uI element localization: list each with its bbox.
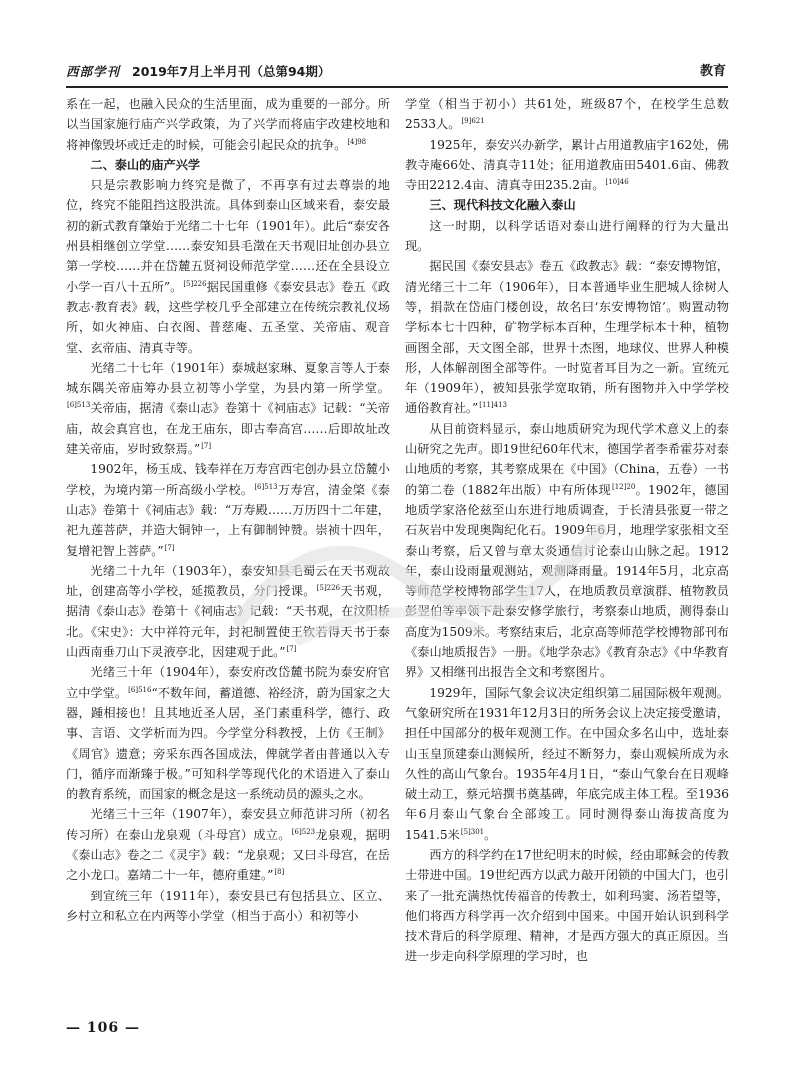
paragraph (66, 886, 390, 927)
page-number: — 106 — (66, 1020, 140, 1036)
paragraph-text: 1925年，泰安兴办新学，累计占用道教庙宇162处，佛教寺庵66处、清真寺11处；征用道教庙田5401.6亩、佛教寺田2212.4亩、清真寺田235.2亩。 (405, 137, 729, 193)
paragraph (405, 216, 729, 257)
paragraph-text: 西方的科学约在17世纪明末的时候，经由耶稣会的传教士带进中国。19世纪西方以武力敲开闭锁的中国大门，也引来了一批充满热忱传福音的传教士，如利玛窦、汤若望等，他们将西方科学再一次介绍到中国来。中国开始认识到科学技术背后的科学原理、精神，才是西方强大的真正原因。当进一步走向科学原理的学习时，也 (405, 847, 729, 964)
section-heading: 三、现代科技文化融入泰山 (429, 198, 576, 213)
citation: [7] (201, 442, 212, 451)
paragraph-text: 据民国重修《泰安县志》卷五《政教志·教育表》载，这些学校几乎全部建立在传统宗教礼仪场所，如火神庙、白衣阁、普慈庵、五圣堂、关帝庙、观音堂、玄帝庙、清真寺等。 (66, 279, 390, 355)
paragraph-text: 光绪三十年（1904年），泰安府改岱麓书院为泰安府官立中学堂。 (66, 665, 390, 700)
paragraph (405, 94, 729, 135)
right-column (405, 94, 729, 994)
paragraph (405, 683, 729, 845)
paragraph-text: 从目前资料显示，泰山地质研究为现代学术意义上的泰山研究之先声。即19世纪60年代末，德国学者李希霍芬对泰山地质的考察，其考察成果在《中国》（China，五卷）一书的第二卷（1882年出版）中有所体现 (405, 421, 729, 497)
paragraph-text: 只是宗教影响力终究是微了，不再享有过去尊崇的地位，终究不能阻挡这股洪流。具体到泰山区域来看，泰安最初的新式教育肇始于光绪二十七年（1901年）。此后“泰安各州县相继创立学堂……泰安知县毛澂在天书观旧址创办县立第一学校……并在岱麓五贤祠设师范学堂……还在全县设立小学一百八十五所”。 (66, 178, 390, 294)
citation: [6]513 (67, 401, 91, 410)
paragraph-text: 。1902年，德国地质学家洛伦兹至山东进行地质调查，于长清县张夏一带之石灰岩中发现奥陶纪化石。1909年6月，地理学家张相文至泰山考察，后又曾与章太炎通信讨论泰山山脉之起。1912年，泰山设雨量观测站，观测降雨量。1914年5月，北京高等师范学校博物部学生17人，在地质教员章演群、植物教员彭翌伯等率领下赴泰安修学旅行，考察泰山地质，测得泰山高度为1509米。考察结束后，北京高等师范学校博物部刊布《泰山地质报告》一册。《地学杂志》《教育杂志》《中华教育界》又相继刊出报告全文和考察图片。 (405, 482, 729, 680)
journal-logo: 西部学刊 (66, 64, 121, 79)
paragraph-text: 1902年，杨玉成、钱奉祥在万寿宫西宅创办县立岱麓小学校，为境内第一所高级小学校。 (66, 462, 390, 497)
paragraph (66, 459, 390, 560)
citation: [7] (286, 645, 297, 654)
citation: [5]226 (183, 279, 207, 288)
paragraph (66, 175, 390, 358)
paragraph-text: 光绪三十三年（1907年），泰安县立师范讲习所（初名传习所）在泰山龙泉观（斗母宫）成立。 (66, 807, 390, 842)
paragraph-text: 天书观，据清《泰山志》卷第十《祠庙志》记载：“天书观，在汶阳桥北。《宋史》：大中祥符元年，封祀制置使王钦若得天书于泰山西南垂刀山下灵液亭北，因建观于此。” (66, 584, 390, 660)
paragraph-text: 系在一起，也融入民众的生活里面，成为重要的一部分。所以当国家施行庙产兴学政策，为了兴学而将庙宇改建校地和将神像毁坏或迁走的时候，可能会引起民众的抗争。 (66, 97, 390, 152)
paragraph-text: 光绪二十七年（1901年）泰城赵家琳、夏象言等人于泰城东隅关帝庙筹办县立初等小学堂，为县内第一所学堂。 (66, 360, 390, 396)
paragraph-text: 万寿宫，清金棨《泰山志》卷第十《祠庙志》载：“万寿殿……万历四十二年建，祀九莲菩萨，并造大铜钟一，上有御制钟赞。崇祯十四年，复增祀智上菩萨。” (66, 482, 390, 558)
paragraph-text: “不数年间，蓄道德、裕经济，蔚为国家之大器，踵相接也！且其地近圣人居，圣门素重科学，德行、政事、言语、文学析而为四。今学堂分科教授，上仿《王制》《周官》遗意；旁采东西各国成法，俾就学者由普通以入专门，循序而渐臻于极。”可知科学等现代化的术语进入了泰山的教育系统，而国家的概念是这一系统动员的源头之水。 (66, 685, 390, 802)
paragraph-text: 这一时期，以科学话语对泰山进行阐释的行为大量出现。 (405, 218, 729, 254)
issue-info: 2019年7月上半月刊（总第94期） (132, 64, 331, 79)
paragraph-text: 据民国《泰安县志》卷五《政教志》载：“泰安博物馆，清光绪三十二年（1906年），日本普通毕业生肥城人徐树人等，捐款在岱庙门楼创设，故名曰‘东安博物馆’。购置动物学标本七十四种，矿物学标本百种，生理学标本十种，植物画图全部，天文图全部，世界十杰图，地球仪、世界人种模形，人体解剖图全部等件。一时览者耳目为之一新。宣统元年（1909年），被知县张学宽取销，所有图物并入中学学校通俗教育社。” (405, 259, 729, 416)
citation: [6]523 (291, 827, 316, 836)
section-heading: 二、泰山的庙产兴学 (90, 157, 201, 172)
paragraph-text: 1929年，国际气象会议决定组织第二届国际极年观测。气象研究所在1931年12月3日的所务会议上决定接受邀请，担任中国部分的极年观测工作。在中国众多名山中，选址泰山玉皇顶建泰山测候所，经过不断努力，泰山观候所成为永久性的高山气象台。1935年4月1日，“泰山气象台在日观峰破土动工，蔡元培撰书奠基碑，年底完成主体工程。至1936年6月泰山气象台全部竣工。同时测得泰山海拔高度为1541.5米 (405, 685, 729, 842)
citation: [5]226 (316, 584, 341, 593)
header-rule (66, 86, 728, 88)
paragraph (66, 804, 390, 885)
paragraph-text: 关帝庙，据清《泰山志》卷第十《祠庙志》记载：“关帝庙，故会真宫也，在龙王庙东，即古奉高宫……后即故址改建关帝庙，岁时致祭焉。” (66, 401, 390, 457)
citation: [5]301 (460, 827, 485, 836)
paragraph (66, 94, 390, 155)
citation: [7] (164, 543, 175, 552)
paragraph-text: 到宣统三年（1911年），泰安县已有包括县立、区立、乡村立和私立在内两等小学堂（相当于高小）和初等小 (66, 888, 390, 923)
paragraph (405, 256, 729, 418)
citation: [11]413 (479, 401, 507, 410)
left-column (66, 94, 390, 994)
paragraph (405, 845, 729, 967)
paragraph-text: 。 (484, 827, 497, 842)
page-header (66, 62, 726, 82)
paragraph (66, 662, 390, 804)
citation: [8] (274, 868, 285, 877)
citation: [10]46 (605, 178, 629, 187)
citation: [4]98 (347, 137, 367, 146)
citation: [6]513 (254, 482, 278, 491)
citation: [12]20 (612, 482, 636, 491)
paragraph (405, 419, 729, 683)
paragraph (405, 135, 729, 196)
paragraph-text: 光绪二十九年（1903年），泰安知县毛蜀云在天书观故址，创建高等小学校，延揽教员，分门授课。 (66, 563, 390, 599)
paragraph-text: 龙泉观，据明《泰山志》卷之二《灵宇》载：“龙泉观；又曰斗母宫，在岳之小龙口。嘉靖二十一年，德府重建。” (66, 827, 390, 883)
citation: [6]516 (128, 685, 152, 694)
paragraph (66, 561, 390, 662)
section-name: 教育 (699, 64, 726, 79)
paragraph (66, 358, 390, 459)
paragraph-text: 学堂（相当于初小）共61处，班级87个，在校学生总数2533人。 (405, 97, 729, 132)
citation: [9]621 (461, 117, 485, 126)
